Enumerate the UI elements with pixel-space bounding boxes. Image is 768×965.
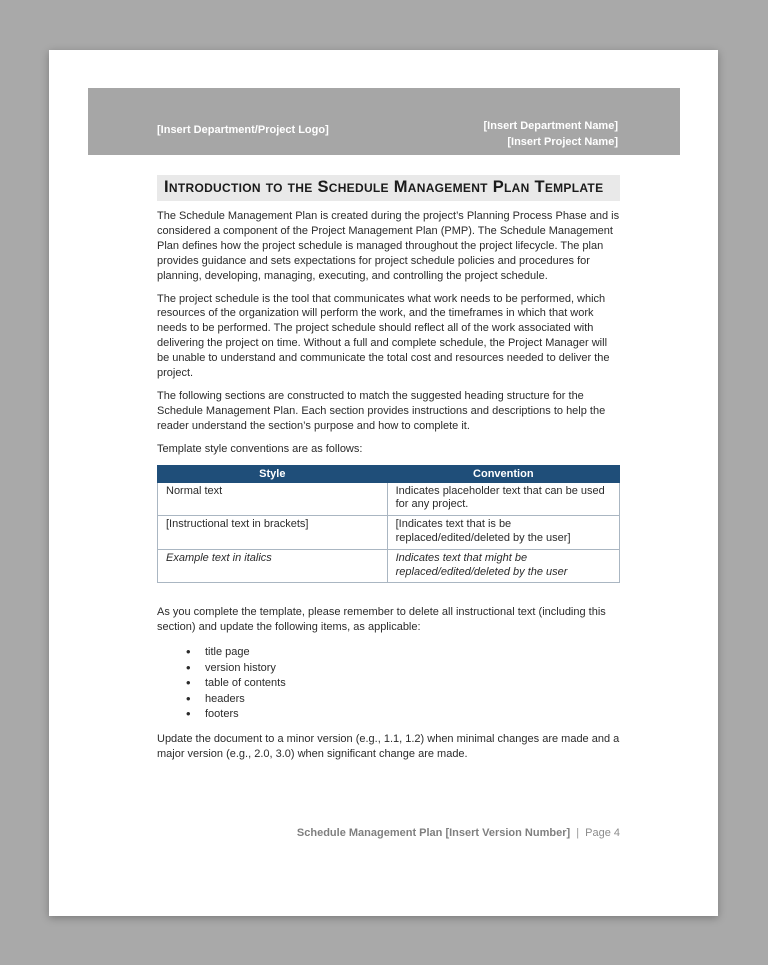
cell-convention-normal-text: Indicates placeholder text that can be used for any project. [387, 482, 619, 516]
footer-page-number: Page 4 [585, 827, 620, 839]
footer-separator: | [576, 827, 580, 839]
document-body [157, 175, 620, 770]
paragraph-schedule-tool: The project schedule is the tool that communicates what work needs to be performed, which resources of the organization will perform the work, and the timeframes in which that work needs to be performed. The project schedule should reflect all of the work associated with delivering the project on time. Without a full and complete schedule, the Project Manager will be unable to understand and communicate the total cost and resources needed to deliver the project. [157, 292, 610, 380]
table-header-row [158, 465, 620, 482]
cell-style-italic-text: Example text in italics [158, 549, 388, 583]
paragraph-sections-structure: The following sections are constructed to match the suggested heading structure for the Schedule Management Plan. Each section provides instructions and descriptions to help the reader understand the section’s purpose and how to complete it. [157, 389, 606, 432]
cell-style-normal-text: Normal text [158, 482, 388, 516]
style-conventions-table [157, 465, 620, 584]
department-name-placeholder: [Insert Department Name] [483, 120, 618, 132]
list-item: • version history [157, 661, 620, 677]
logo-placeholder: [Insert Department/Project Logo] [157, 124, 329, 136]
list-item: • table of contents [157, 676, 620, 692]
column-header-style: Style [158, 465, 388, 482]
cell-style-instructional-text: [Instructional text in brackets] [158, 516, 388, 550]
header-name-block [484, 118, 618, 150]
page-title: Introduction to the Schedule Management Plan Template [157, 175, 620, 201]
list-item: • headers [157, 692, 620, 708]
table-row [158, 516, 620, 550]
page-footer [157, 827, 620, 839]
column-header-convention: Convention [387, 465, 619, 482]
table-row [158, 549, 620, 583]
cell-convention-instructional-text: [Indicates text that is be replaced/edited/deleted by the user] [387, 516, 619, 550]
paragraph-delete-instructions: As you complete the template, please remember to delete all instructional text (including this section) and update the following items, as applicable: [157, 606, 606, 634]
table-row [158, 482, 620, 516]
list-item: • footers [157, 707, 620, 723]
document-header-bar [88, 88, 680, 155]
list-item: • title page [157, 645, 620, 661]
paragraph-plan-overview: The Schedule Management Plan is created during the project’s Planning Process Phase and is considered a component of the Project Management Plan (PMP). The Schedule Management Plan defines how the project schedule is managed throughout the project lifecycle. The plan provides guidance and sets expectations for project schedule policies and procedures for planning, developing, managing, executing, and controlling the project schedule. [157, 210, 620, 282]
project-name-placeholder: [Insert Project Name] [507, 136, 618, 148]
paragraph-style-conventions-intro: Template style conventions are as follows: [157, 442, 363, 455]
update-items-list [157, 645, 620, 723]
paragraph-versioning-guidance: Update the document to a minor version (e.g., 1.1, 1.2) when minimal changes are made and a major version (e.g., 2.0, 3.0) when significant change are made. [157, 732, 620, 760]
document-page [49, 50, 718, 916]
cell-convention-italic-text: Indicates text that might be replaced/edited/deleted by the user [387, 549, 619, 583]
footer-document-label: Schedule Management Plan [Insert Version Number] [296, 827, 571, 839]
